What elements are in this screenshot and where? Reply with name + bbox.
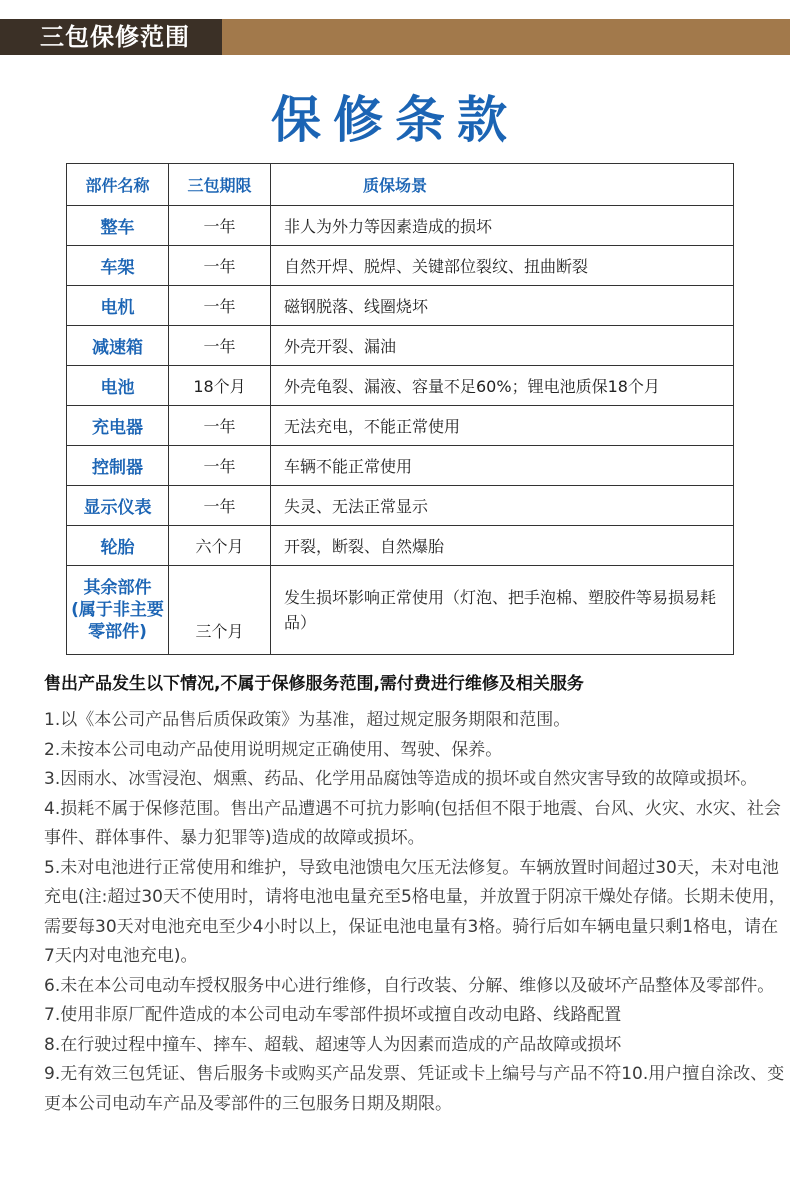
part-cell: 充电器 [67,406,169,446]
scene-cell: 车辆不能正常使用 [271,446,734,486]
period-cell: 一年 [169,326,271,366]
list-item: 6.未在本公司电动车授权服务中心进行维修，自行改装、分解、维修以及破坏产品整体及零部件。 [44,975,775,996]
table-row [67,246,734,286]
period-cell: 六个月 [169,526,271,566]
banner-label-block [0,19,222,55]
table-row [67,566,734,655]
part-cell: 减速箱 [67,326,169,366]
part-cell: 车架 [67,246,169,286]
scene-cell: 非人为外力等因素造成的损坏 [271,206,734,246]
scene-cell: 磁钢脱落、线圈烧坏 [271,286,734,326]
list-item: 4.损耗不属于保修范围。售出产品遭遇不可抗力影响(包括但不限于地震、台风、火灾、水灾、社会事件、群体事件、暴力犯罪等)造成的故障或损坏。 [44,798,781,848]
warranty-table [66,163,734,655]
period-cell: 一年 [169,286,271,326]
table-row [67,366,734,406]
period-cell: 一年 [169,486,271,526]
list-item: 9.无有效三包凭证、售后服务卡或购买产品发票、凭证或卡上编号与产品不符10.用户擅自涂改、变更本公司电动车产品及零部件的三包服务日期及期限。 [44,1064,785,1114]
scene-cell: 外壳龟裂、漏液、容量不足60%；锂电池质保18个月 [271,366,734,406]
table-row [67,406,734,446]
list-item: 3.因雨水、冰雪浸泡、烟熏、药品、化学用品腐蚀等造成的损坏或自然灾害导致的故障或损坏。 [44,769,758,789]
table-row [67,326,734,366]
banner-title: 三包保修范围 [40,23,190,51]
part-cell: 电池 [67,366,169,406]
scene-cell: 开裂，断裂、自然爆胎 [271,526,734,566]
table-row [67,206,734,246]
part-cell: 整车 [67,206,169,246]
header-period: 三包期限 [169,164,271,206]
scene-cell: 失灵、无法正常显示 [271,486,734,526]
header-part-name: 部件名称 [67,164,169,206]
part-cell: 轮胎 [67,526,169,566]
table-row [67,486,734,526]
part-cell: 其余部件 (属于非主要零部件) [67,566,169,655]
part-cell: 电机 [67,286,169,326]
section-banner [0,19,790,55]
scene-cell: 外壳开裂、漏油 [271,326,734,366]
period-cell: 一年 [169,446,271,486]
list-item: 8.在行驶过程中撞车、摔车、超载、超速等人为因素而造成的产品故障或损坏 [44,1034,622,1055]
part-cell: 显示仪表 [67,486,169,526]
list-item: 7.使用非原厂配件造成的本公司电动车零部件损坏或擅自改动电路、线路配置 [44,1005,622,1025]
list-item: 2.未按本公司电动产品使用说明规定正确使用、驾驶、保养。 [44,739,503,760]
table-header-row [67,164,734,206]
exclusions-heading: 售出产品发生以下情况,不属于保修服务范围,需付费进行维修及相关服务 [44,674,584,694]
period-cell: 一年 [169,206,271,246]
list-item: 1.以《本公司产品售后质保政策》为基准，超过规定服务期限和范围。 [44,710,571,730]
period-cell: 一年 [169,406,271,446]
table-row [67,446,734,486]
header-scene: 质保场景 [271,164,734,206]
scene-cell: 发生损坏影响正常使用（灯泡、把手泡棉、塑胶件等易损易耗品） [271,566,734,655]
table-row [67,526,734,566]
scene-cell: 自然开焊、脱焊、关键部位裂纹、扭曲断裂 [271,246,734,286]
part-cell: 控制器 [67,446,169,486]
period-cell: 18个月 [169,366,271,406]
list-item: 5.未对电池进行正常使用和维护，导致电池馈电欠压无法修复。车辆放置时间超过30天，未对电池充电(注:超过30天不使用时，请将电池电量充至5格电量，并放置于阴凉干燥处存储。长期未使用，需要每30天对电池充电至少4小时以上，保证电池电量有3格。骑行后如车辆电量只剩1格电，请在7天内对电池充电)。 [44,857,786,966]
period-cell: 三个月 [169,566,271,655]
page-title: 保修条款 [271,91,519,149]
exclusions-list [44,706,786,1119]
table-row [67,286,734,326]
period-cell: 一年 [169,246,271,286]
scene-cell: 无法充电，不能正常使用 [271,406,734,446]
